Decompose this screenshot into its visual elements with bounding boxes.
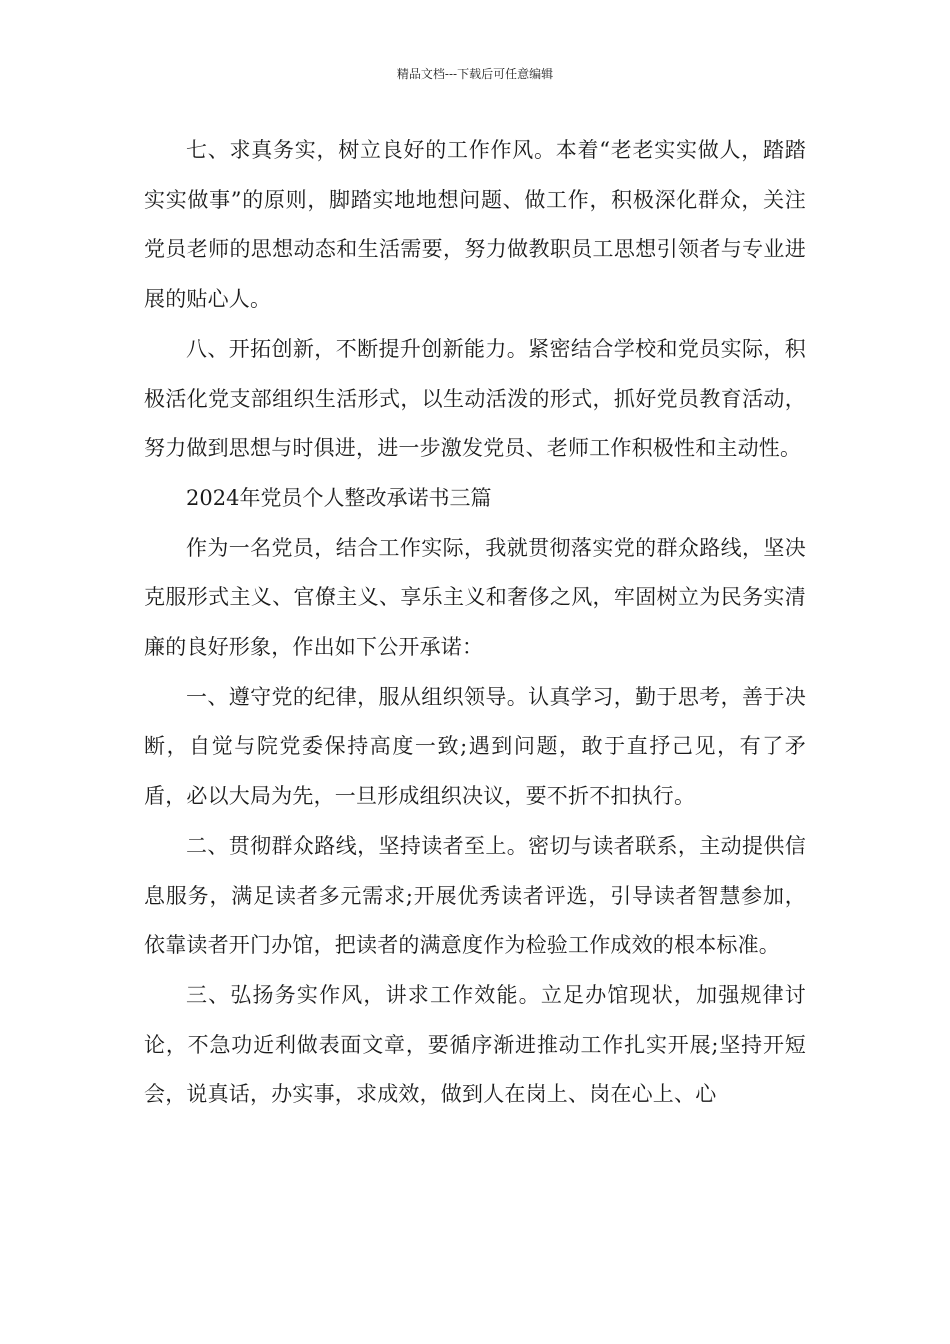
paragraph-intro: 作为一名党员，结合工作实际，我就贯彻落实党的群众路线，坚决克服形式主义、官僚主义、享乐主义和奢侈之风，牢固树立为民务实清廉的良好形象，作出如下公开承诺：: [144, 535, 806, 660]
paragraph-eight: 八、开拓创新，不断提升创新能力。紧密结合学校和党员实际，积极活化党支部组织生活形式，以生动活泼的形式，抓好党员教育活动，努力做到思想与时俱进，进一步激发党员、老师工作积极性和主动性。: [144, 336, 806, 461]
page-header: 精品文档---下载后可任意编辑: [396, 67, 554, 81]
paragraph-commitment-three: 三、弘扬务实作风，讲求工作效能。立足办馆现状，加强规律讨论，不急功近利做表面文章，要循序渐进推动工作扎实开展;坚持开短会，说真话，办实事，求成效，做到人在岗上、岗在心上、心: [144, 982, 806, 1107]
document-body: [144, 126, 806, 1120]
paragraph-commitment-two: 二、贯彻群众路线，坚持读者至上。密切与读者联系，主动提供信息服务，满足读者多元需求;开展优秀读者评选，引导读者智慧参加，依靠读者开门办馆，把读者的满意度作为检验工作成效的根本标准。: [144, 833, 806, 958]
paragraph-seven: 七、求真务实，树立良好的工作作风。本着“老老实实做人，踏踏实实做事”的原则，脚踏实地地想问题、做工作，积极深化群众，关注党员老师的思想动态和生活需要，努力做教职员工思想引领者与专业进展的贴心人。: [144, 138, 806, 312]
paragraph-commitment-one: 一、遵守党的纪律，服从组织领导。认真学习，勤于思考，善于决断，自觉与院党委保持高度一致;遇到问题，敢于直抒己见，有了矛盾，必以大局为先，一旦形成组织决议，要不折不扣执行。: [144, 684, 806, 809]
section-title: 2024年党员个人整改承诺书三篇: [186, 485, 492, 510]
